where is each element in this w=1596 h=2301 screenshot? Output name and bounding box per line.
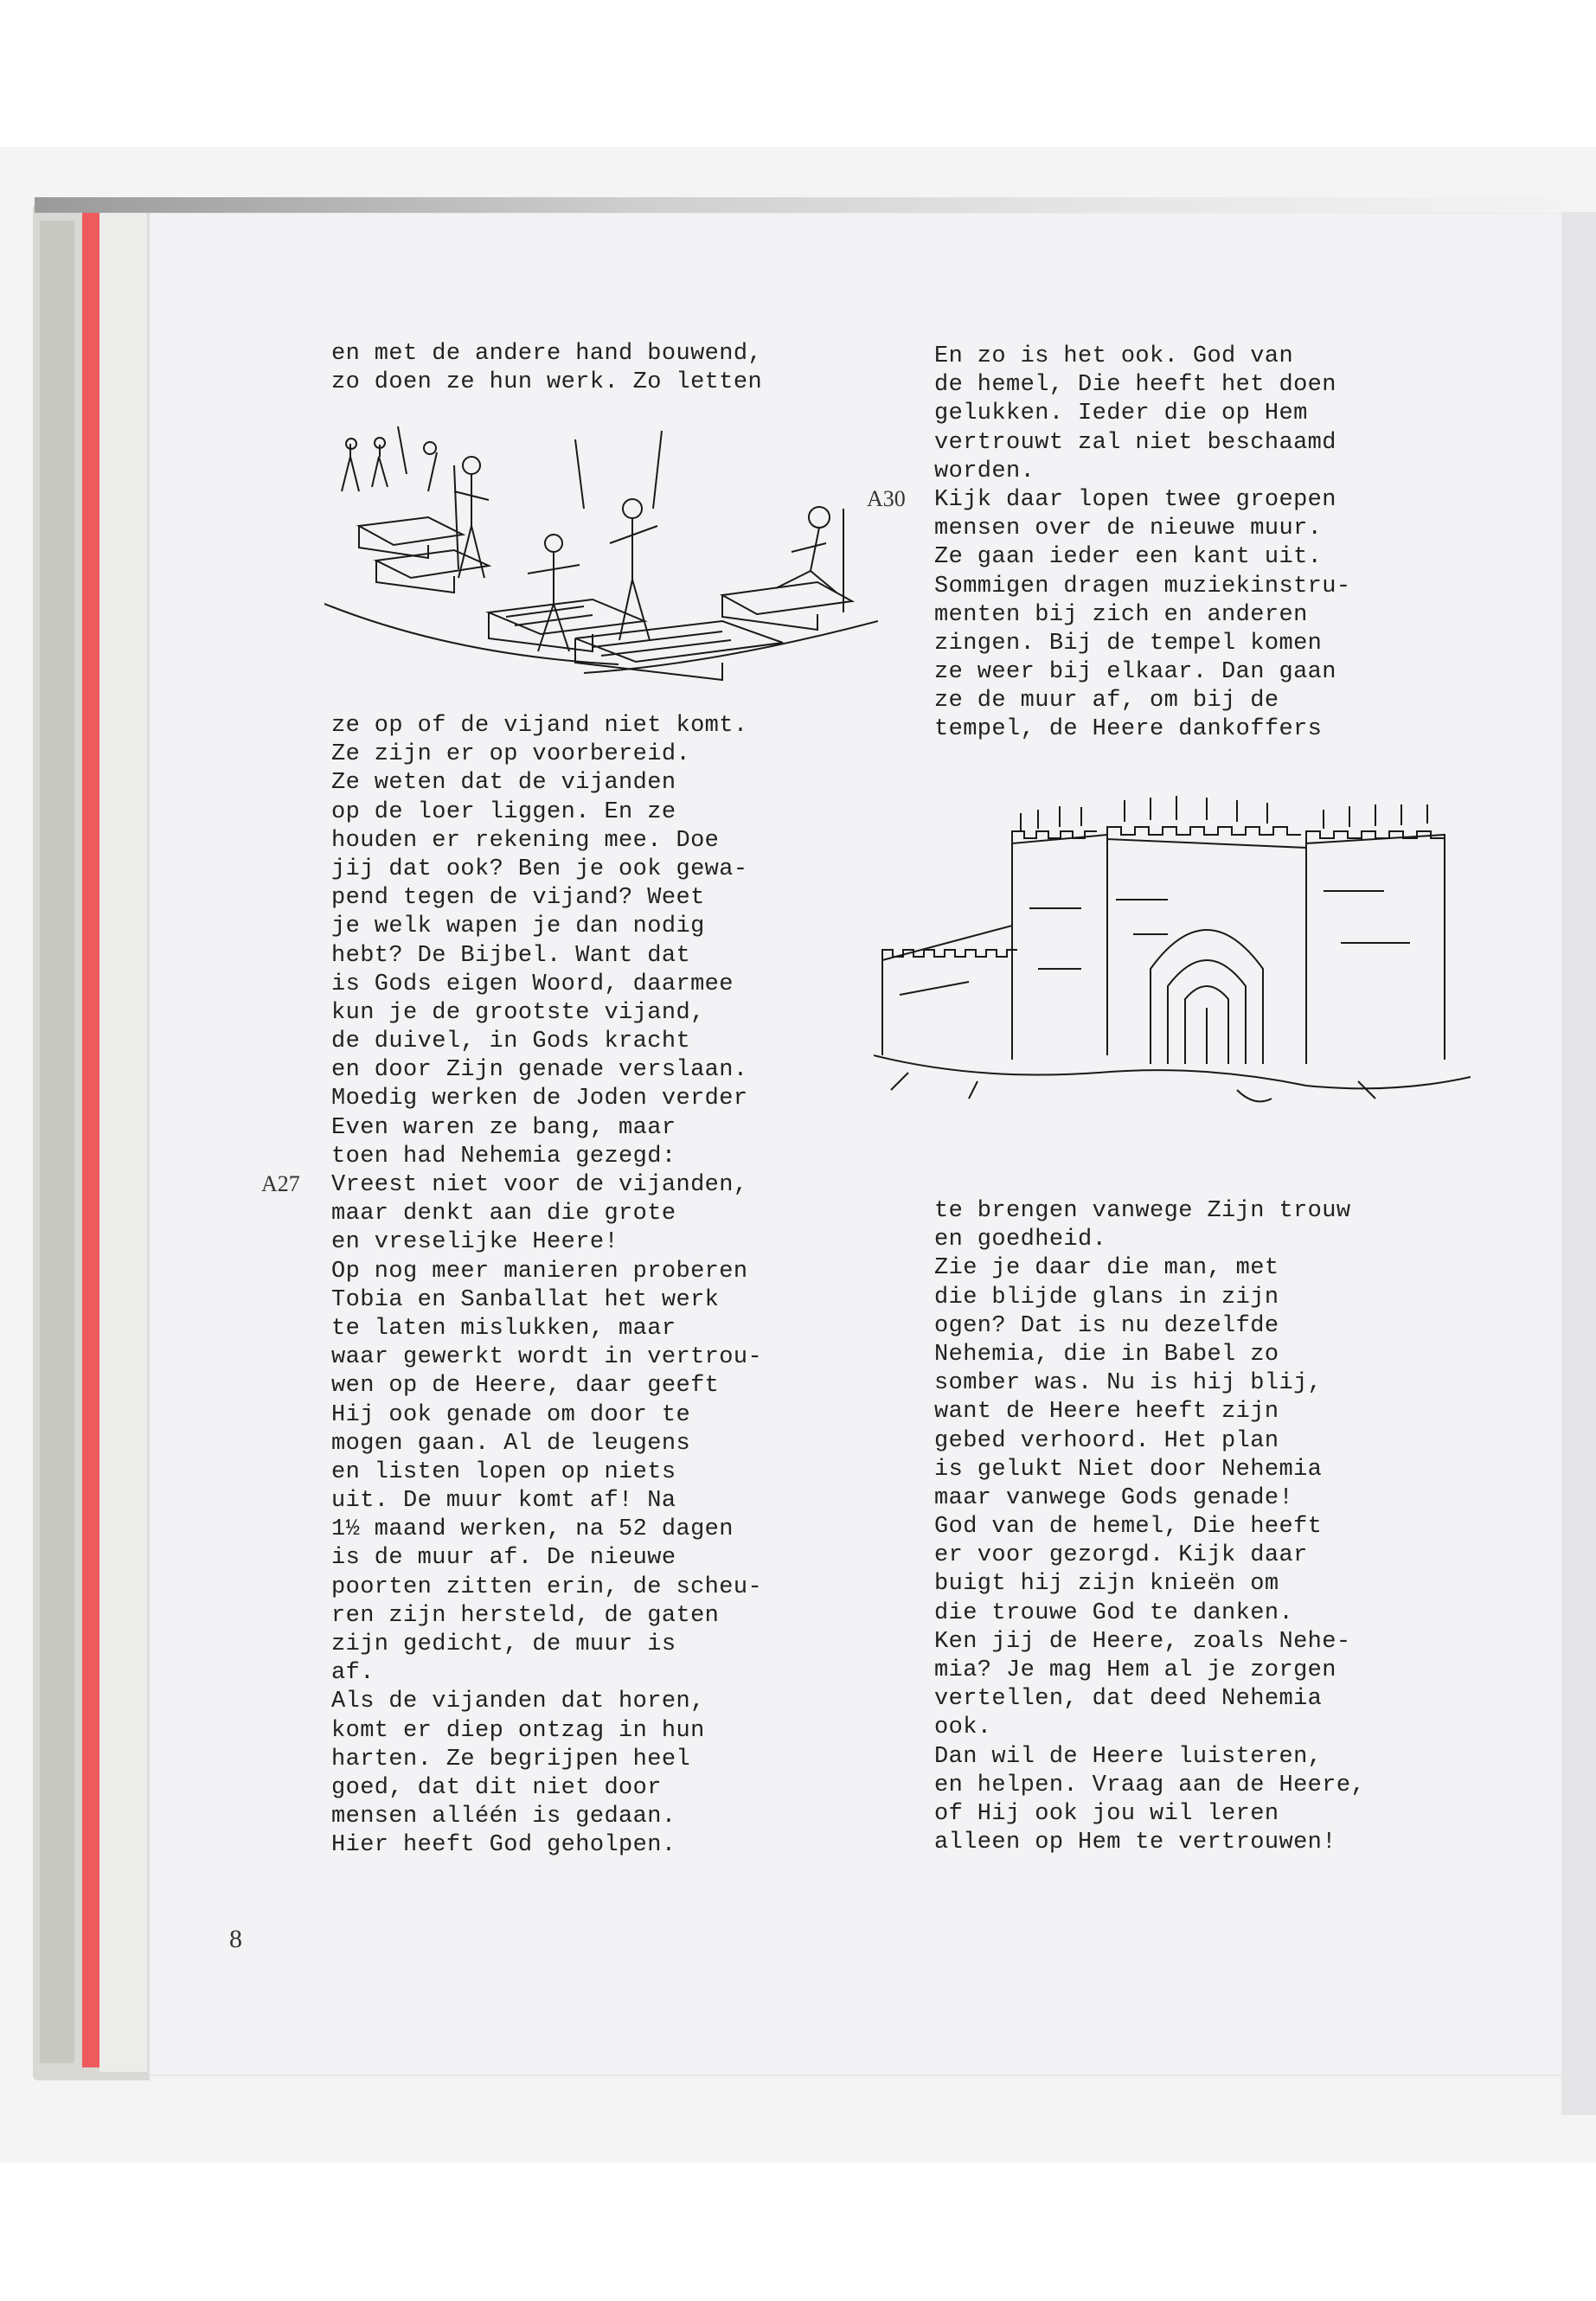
text-line: komt er diep ontzag in hun bbox=[331, 1717, 705, 1744]
text-line: op de loer liggen. En ze bbox=[331, 798, 676, 825]
book-top-edge bbox=[35, 197, 1561, 213]
text-line: zingen. Bij de tempel komen bbox=[934, 630, 1323, 657]
text-line: ze op of de vijand niet komt. bbox=[331, 713, 748, 739]
text-line: ze weer bij elkaar. Dan gaan bbox=[934, 659, 1336, 686]
text-line: En zo is het ook. God van bbox=[934, 343, 1294, 369]
text-line: maar vanwege Gods genade! bbox=[934, 1484, 1294, 1511]
text-line: en door Zijn genade verslaan. bbox=[331, 1057, 748, 1084]
text-line: wen op de Heere, daar geeft bbox=[331, 1373, 720, 1400]
text-line: want de Heere heeft zijn bbox=[934, 1399, 1279, 1426]
text-line: die trouwe God te danken. bbox=[934, 1599, 1294, 1626]
text-line: of Hij ook jou wil leren bbox=[934, 1800, 1279, 1827]
text-line: pend tegen de vijand? Weet bbox=[331, 885, 705, 912]
text-line: ogen? Dat is nu dezelfde bbox=[934, 1312, 1279, 1339]
text-line: God van de hemel, Die heeft bbox=[934, 1514, 1323, 1541]
text-line: poorten zitten erin, de scheu- bbox=[331, 1574, 763, 1600]
text-line: vertellen, dat deed Nehemia bbox=[934, 1686, 1323, 1713]
city-gate-illustration bbox=[874, 796, 1471, 1129]
text-line: Dan wil de Heere luisteren, bbox=[934, 1743, 1323, 1770]
builders-illustration bbox=[324, 413, 878, 699]
text-line: buigt hij zijn knieën om bbox=[934, 1571, 1279, 1598]
text-line: de hemel, Die heeft het doen bbox=[934, 372, 1336, 399]
text-line: Kijk daar lopen twee groepen bbox=[934, 486, 1336, 513]
text-line: houden er rekening mee. Doe bbox=[331, 827, 720, 854]
text-line: tempel, de Heere dankoffers bbox=[934, 716, 1323, 743]
text-line: harten. Ze begrijpen heel bbox=[331, 1746, 691, 1772]
text-line: die blijde glans in zijn bbox=[934, 1284, 1279, 1311]
right-column-top-text bbox=[934, 343, 1350, 745]
text-line: gelukken. Ieder die op Hem bbox=[934, 401, 1308, 427]
text-line: de duivel, in Gods kracht bbox=[331, 1029, 691, 1055]
text-line: mensen alléén is gedaan. bbox=[331, 1804, 676, 1830]
text-line: gebed verhoord. Het plan bbox=[934, 1427, 1279, 1454]
text-line: en vreselijke Heere! bbox=[331, 1229, 619, 1256]
text-line: vertrouwt zal niet beschaamd bbox=[934, 429, 1336, 456]
text-line: mogen gaan. Al de leugens bbox=[331, 1430, 691, 1457]
text-line: Als de vijanden dat horen, bbox=[331, 1689, 705, 1715]
text-line: Ken jij de Heere, zoals Nehe- bbox=[934, 1628, 1351, 1655]
text-line: toen had Nehemia gezegd: bbox=[331, 1143, 676, 1170]
text-line: worden. bbox=[934, 458, 1035, 484]
text-line: zijn gedicht, de muur is bbox=[331, 1631, 676, 1657]
text-line: kun je de grootste vijand, bbox=[331, 999, 705, 1026]
text-line: is de muur af. De nieuwe bbox=[331, 1545, 676, 1572]
text-line: is gelukt Niet door Nehemia bbox=[934, 1456, 1323, 1483]
text-line: Sommigen dragen muziekinstru- bbox=[934, 573, 1351, 599]
text-line: en helpen. Vraag aan de Heere, bbox=[934, 1772, 1366, 1798]
text-line: alleen op Hem te vertrouwen! bbox=[934, 1830, 1336, 1856]
text-line: en goedheid. bbox=[934, 1227, 1107, 1253]
text-line: maar denkt aan die grote bbox=[331, 1201, 676, 1227]
text-line: Moedig werken de Joden verder bbox=[331, 1086, 748, 1112]
text-line: zo doen ze hun werk. Zo letten bbox=[331, 369, 763, 396]
text-line: is Gods eigen Woord, daarmee bbox=[331, 971, 734, 997]
text-line: mensen over de nieuwe muur. bbox=[934, 516, 1323, 542]
left-column-top-text bbox=[331, 340, 762, 397]
text-line: goed, dat dit niet door bbox=[331, 1774, 662, 1801]
text-line: en listen lopen op niets bbox=[331, 1458, 676, 1485]
text-line: ren zijn hersteld, de gaten bbox=[331, 1602, 720, 1629]
text-line: te brengen vanwege Zijn trouw bbox=[934, 1198, 1351, 1224]
text-line: menten bij zich en anderen bbox=[934, 601, 1308, 628]
text-line: Vreest niet voor de vijanden, bbox=[331, 1172, 748, 1198]
text-line: Ze gaan ieder een kant uit. bbox=[934, 544, 1323, 571]
text-line: ook. bbox=[934, 1715, 992, 1741]
text-line: Nehemia, die in Babel zo bbox=[934, 1341, 1279, 1368]
text-line: 1½ maand werken, na 52 dagen bbox=[331, 1516, 734, 1543]
left-column-main-text bbox=[331, 712, 762, 1861]
text-line: Hier heeft God geholpen. bbox=[331, 1832, 676, 1859]
text-line: af. bbox=[331, 1660, 375, 1687]
text-line: uit. De muur komt af! Na bbox=[331, 1488, 676, 1515]
text-line: somber was. Nu is hij blij, bbox=[934, 1370, 1323, 1397]
text-line: ze de muur af, om bij de bbox=[934, 688, 1279, 715]
text-line: Zie je daar die man, met bbox=[934, 1255, 1279, 1282]
text-line: jij dat ook? Ben je ook gewa- bbox=[331, 856, 748, 882]
text-line: Ze zijn er op voorbereid. bbox=[331, 741, 691, 768]
text-line: Op nog meer manieren proberen bbox=[331, 1258, 748, 1285]
text-line: waar gewerkt wordt in vertrou- bbox=[331, 1344, 763, 1371]
text-line: te laten mislukken, maar bbox=[331, 1315, 676, 1342]
text-line: Tobia en Sanballat het werk bbox=[331, 1286, 720, 1313]
page-stack bbox=[99, 212, 148, 2072]
text-line: Even waren ze bang, maar bbox=[331, 1114, 676, 1141]
marker-a27: A27 bbox=[261, 1171, 300, 1196]
page-right-edge bbox=[1561, 212, 1596, 2115]
text-line: je welk wapen je dan nodig bbox=[331, 913, 705, 940]
right-column-bottom-text bbox=[934, 1197, 1365, 1857]
text-line: hebt? De Bijbel. Want dat bbox=[331, 942, 691, 969]
text-line: Ze weten dat de vijanden bbox=[331, 770, 676, 797]
red-page-edge bbox=[82, 212, 99, 2067]
page-number: 8 bbox=[229, 1925, 242, 1953]
marker-a30: A30 bbox=[867, 486, 906, 511]
text-line: Hij ook genade om door te bbox=[331, 1401, 691, 1428]
text-line: mia? Je mag Hem al je zorgen bbox=[934, 1657, 1336, 1683]
text-line: er voor gezorgd. Kijk daar bbox=[934, 1542, 1308, 1569]
text-line: en met de andere hand bouwend, bbox=[331, 341, 763, 367]
